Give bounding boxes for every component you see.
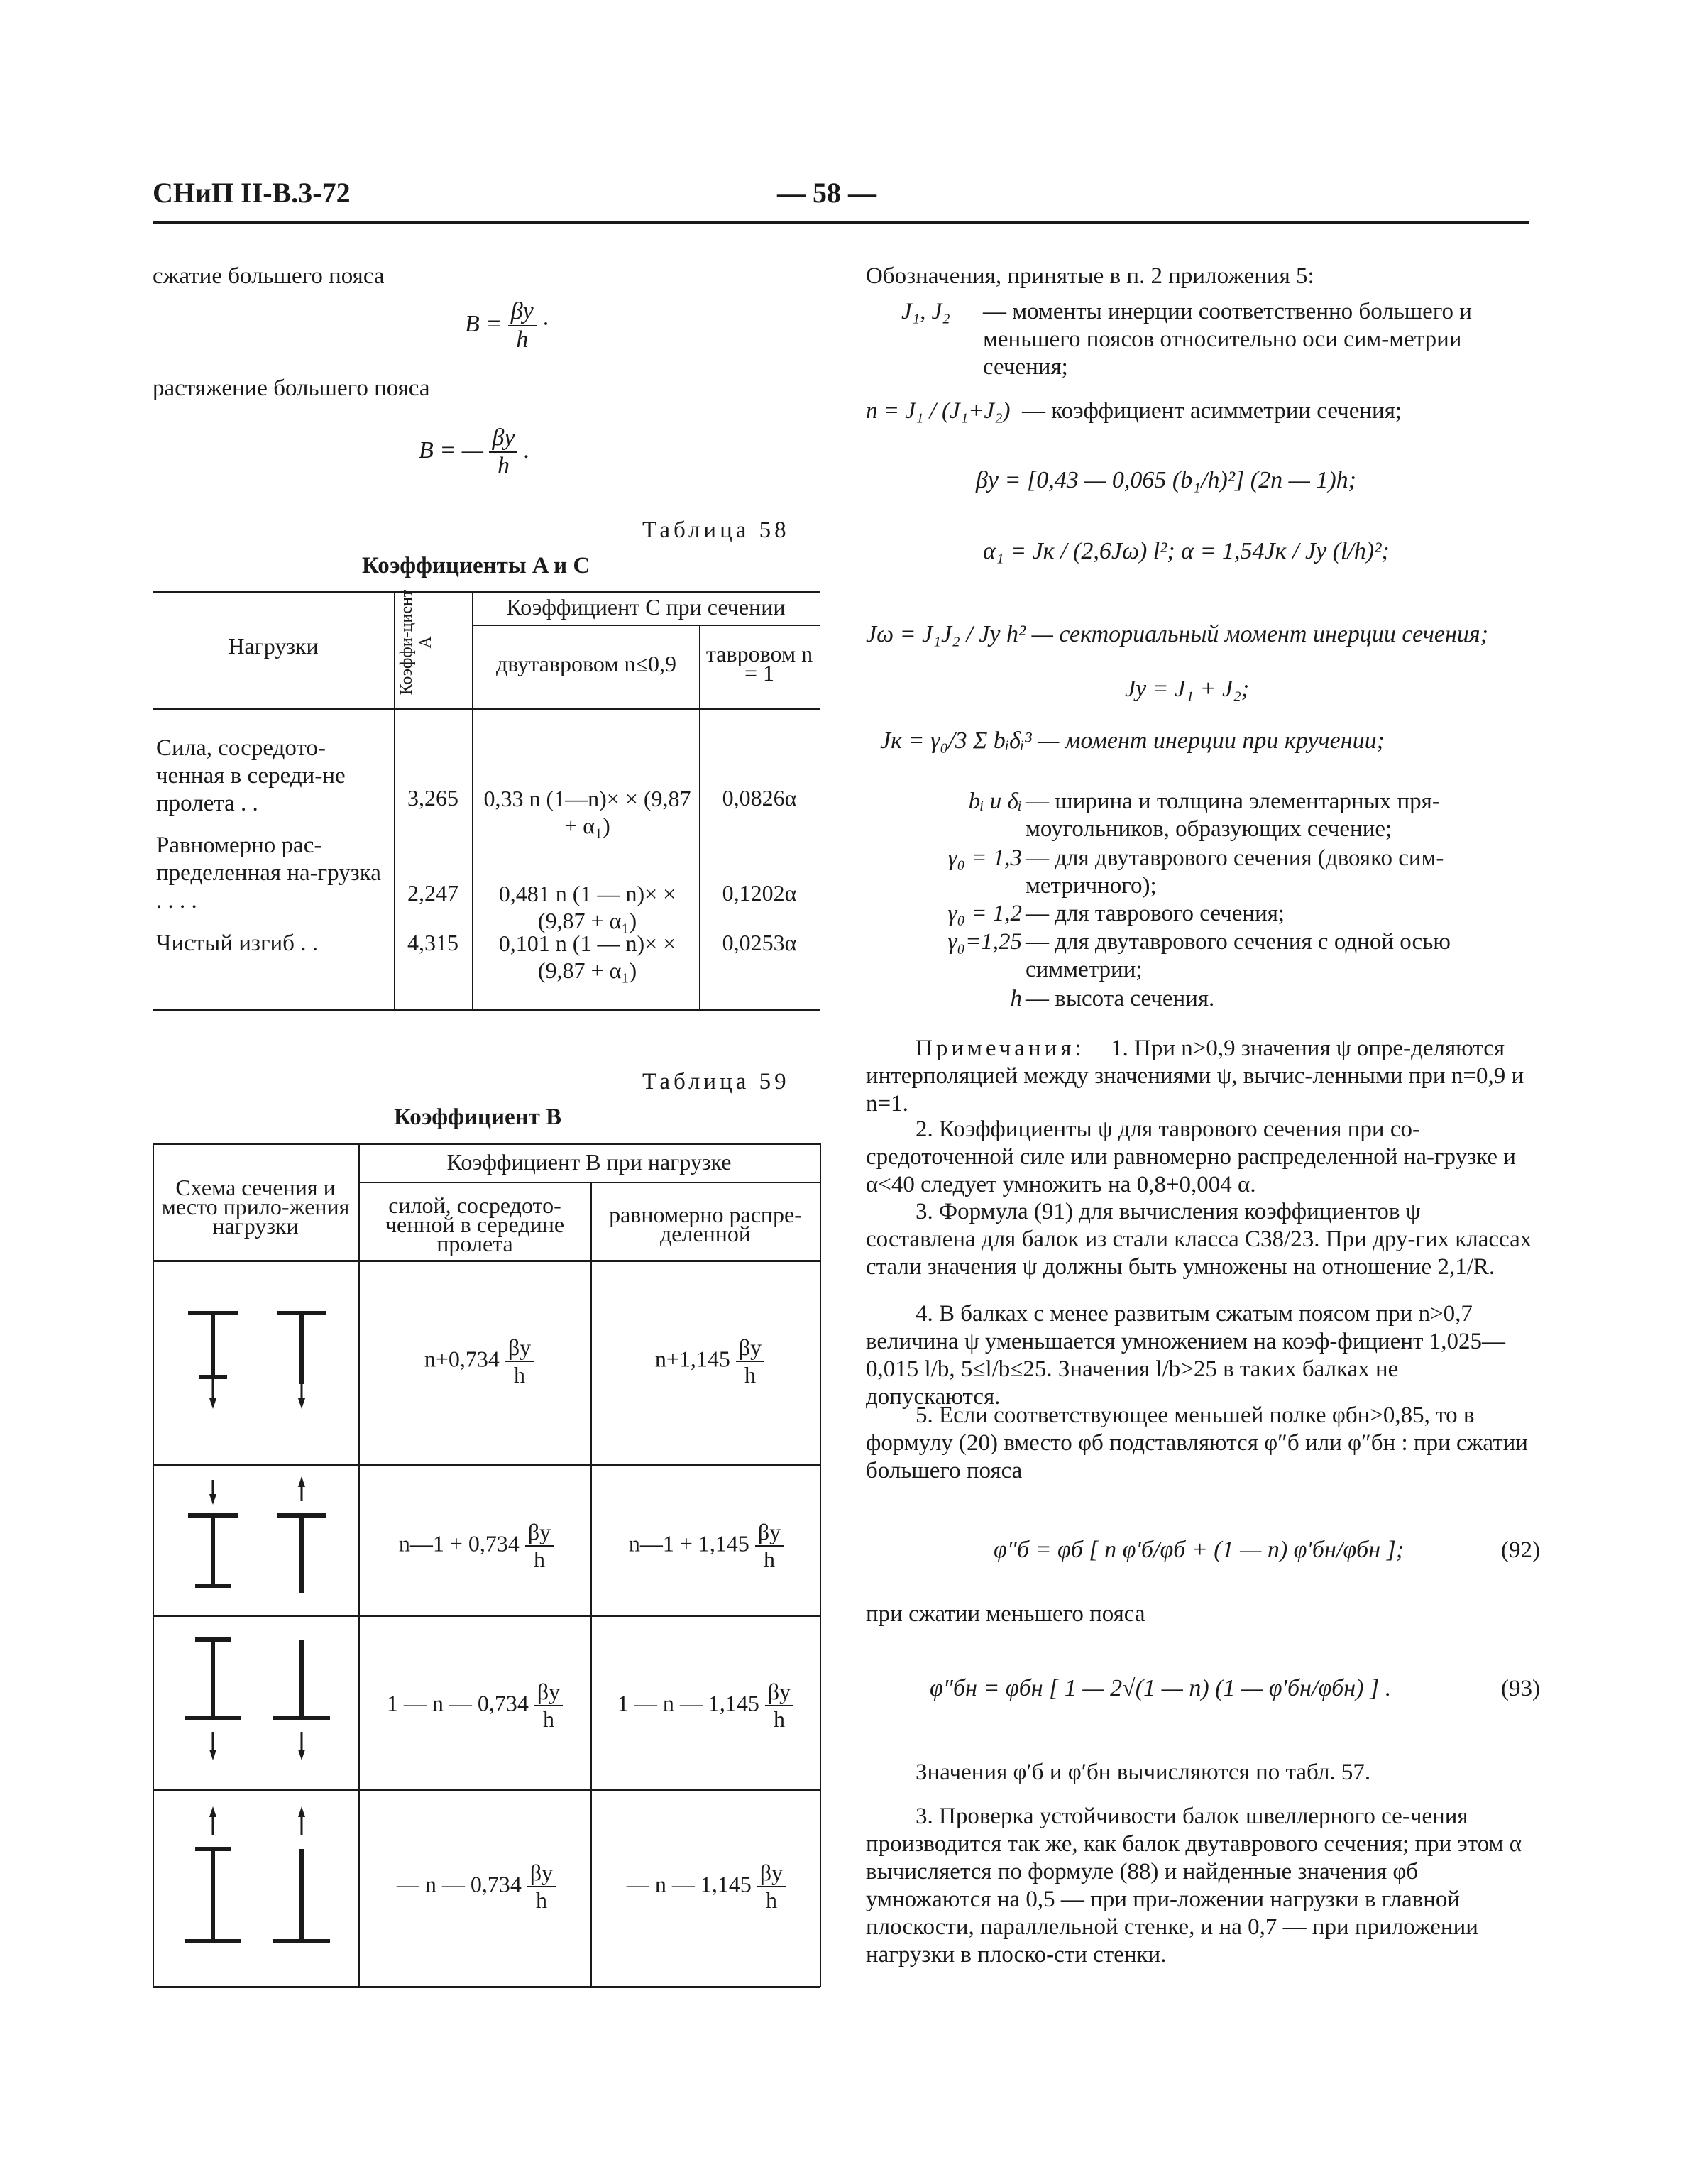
note-2: 2. Коэффициенты ψ для таврового сечения при со-средоточенной силе или равномерно распределенной на-грузке и α<40 следует умножить на 0,8+0,004 α. [866,1116,1516,1197]
note-3: 3. Формула (91) для вычисления коэффициентов ψ составлена для балок из стали класса С38/23. При дру-гих классах стали значения ψ должны быть умножены на отношение 2,1/R. [866,1199,1532,1280]
jy-formula: Jy = J₁ + J₂; [1125,676,1250,702]
table58-row1-c2: 0,0826α [722,785,797,811]
def-b-delta-text: — ширина и толщина элементарных пря-моугольников, образующих сечение; [1026,789,1440,842]
equation-92-number: (92) [1501,1537,1540,1563]
def-h-symbol: h [1010,986,1022,1011]
scheme-ibeam-load-top-icon [160,1473,351,1611]
compress-label: сжатие большего пояса [153,263,385,289]
table58-row2-c2: 0,1202α [722,880,797,906]
table58-row1-a: 3,265 [407,785,458,811]
def-gamma125-text: — для двутаврового сечения с одной осью симметрии; [1026,929,1451,982]
table59-header-scheme: Схема сечения и место прило-жения нагрузки [161,1175,350,1239]
equation-92: φ″б = φб [ n φ′б/φб + (1 — n) φ′бн/φбн ]; [994,1537,1405,1563]
def-gamma12-text: — для таврового сечения; [1026,901,1285,926]
paragraph-3: 3. Проверка устойчивости балок швеллерного се-чения производится так же, как балок двутаврового сечения; при этом α вычисляется по формуле (88) и найденные значения φб умножаются на 0,5 — при при-ложении нагрузки в главной плоскости, параллельной стенке, и на 0,7 — при приложении нагрузки в плоско-сти стенки. [866,1804,1522,1968]
table58-row3-a: 4,315 [407,930,458,955]
table58-row1-load: Сила, сосредото-ченная в середи-не пролета . . [156,735,346,816]
def-n-symbol: n = J₁ / (J₁+J₂) [866,398,1011,424]
table59-row3-point: 1 — n — 0,734 $\frac{\beta y}{h}$ [362,1679,588,1733]
equation-93-number: (93) [1501,1676,1540,1701]
table59-header-group: Коэффициент B при нагрузке [446,1149,732,1175]
table58-header-coef-a: Коэффи-циент A [397,589,435,696]
table59-header-uniform: равномерно распре-деленной [609,1202,802,1246]
table58-header-ibeam: двутавровом n≤0,9 [495,651,677,676]
header-rule [153,221,1529,224]
def-n-text: — коэффициент асимметрии сечения; [1022,398,1402,424]
values-note: Значения φ′б и φ′бн вычисляются по табл. 57. [916,1760,1371,1785]
def-b-delta-symbol: bᵢ и δᵢ [968,789,1022,814]
tension-formula: B = — $\frac{\beta y}{h}$ . [419,424,530,479]
notes-heading: Примечания: [916,1036,1085,1061]
table59-row4-point: — n — 0,734 $\frac{\beta y}{h}$ [365,1860,587,1914]
def-gamma13-symbol: γ₀ = 1,3 [947,845,1022,871]
table58-header-coef-c: Коэффициент C при сечении [506,594,786,620]
def-j1-j2-symbol: J₁, J₂ [901,299,950,324]
table59-row2-uniform: n—1 + 1,145 $\frac{\beta y}{h}$ [596,1519,816,1573]
table58-label: Таблица 58 [642,517,790,543]
j-omega-formula: Jω = J₁J₂ / Jy h² — секториальный момент инерции сечения; [866,621,1489,647]
jk-formula: Jк = γ₀/3 Σ bᵢδᵢ³ — момент инерции при кручении; [880,728,1385,754]
scheme-inverted-tee-load-bottom-icon [160,1625,351,1785]
def-gamma13-text: — для двутаврового сечения (двояко сим-метричного); [1026,845,1444,899]
table59-row3-uniform: 1 — n — 1,145 $\frac{\beta y}{h}$ [595,1679,816,1733]
note-4: 4. В балках с менее развитым сжатым поясом при n>0,7 величина ψ уменьшается умножением на коэф-фициент 1,025—0,015 l/b, 5≤l/b≤25. Значения l/b>25 в таких балках не допускаются. [866,1301,1505,1410]
beta-formula: βy = [0,43 — 0,065 (b₁/h)²] (2n — 1)h; [976,467,1356,493]
equation-93: φ″бн = φбн [ 1 — 2√(1 — n) (1 — φ′бн/φбн) ] . [930,1675,1392,1701]
tension-label: растяжение большего пояса [153,375,430,401]
def-j1-j2-text: — моменты инерции соответственно большего и меньшего поясов относительно оси сим-метрии сечения; [983,299,1472,380]
table59-row1-uniform: n+1,145 $\frac{\beta y}{h}$ [610,1334,809,1388]
scheme-ibeam-load-up-icon [160,1799,351,1984]
table58-title: Коэффициенты A и C [362,553,590,578]
table59-header-point: силой, сосредото-ченной в середине пролета [385,1192,565,1256]
table59-row1-point: n+0,734 $\frac{\beta y}{h}$ [383,1334,575,1388]
table58-row2-a: 2,247 [407,880,458,906]
table58-row2-c1: 0,481 n (1 — n)× × (9,87 + α₁) [498,881,676,933]
notation-intro: Обозначения, принятые в п. 2 приложения 5: [866,263,1314,289]
table58-row2-load: Равномерно рас-пределенная на-грузка . . . . [156,833,381,913]
note-5: 5. Если соответствующее меньшей полке φбн>0,85, то в формулу (20) вместо φб подставляются φ″б или φ″бн : при сжатии большего пояса [866,1403,1528,1483]
table58-header-tee: тавровом n = 1 [705,641,813,686]
smaller-flange-label: при сжатии меньшего пояса [866,1601,1145,1627]
document-code: СНиП II-В.3-72 [153,177,351,209]
note-1: 1. При n>0,9 значения ψ опре-деляются интерполяцией между значениями ψ, вычис-ленными при n=0,9 и n=1. [866,1036,1524,1116]
table59-title: Коэффициент B [394,1104,562,1130]
def-gamma125-symbol: γ₀=1,25 [947,929,1022,955]
table58-row3-c2: 0,0253α [722,930,797,955]
table58-header-load: Нагрузки [228,633,319,659]
def-h-text: — высота сечения. [1026,986,1215,1011]
compress-formula: B = $\frac{\beta y}{h}$ · [465,298,549,353]
scheme-tee-load-bottom-icon [160,1299,351,1441]
table59-row2-point: n—1 + 0,734 $\frac{\beta y}{h}$ [365,1519,587,1573]
table58-row3-c1: 0,101 n (1 — n)× × (9,87 + α₁) [498,931,676,983]
page-number: — 58 — [777,177,876,209]
table58-row1-c1: 0,33 n (1—n)× × (9,87 + α₁) [483,786,691,838]
alpha-formula: α₁ = Jк / (2,6Jω) l²; α = 1,54Jк / Jy (l/h)²; [983,538,1390,564]
table58-row3-load: Чистый изгиб . . [156,931,318,956]
table59-label: Таблица 59 [642,1069,790,1094]
def-gamma12-symbol: γ₀ = 1,2 [947,901,1022,926]
table59-row4-uniform: — n — 1,145 $\frac{\beta y}{h}$ [596,1860,816,1914]
